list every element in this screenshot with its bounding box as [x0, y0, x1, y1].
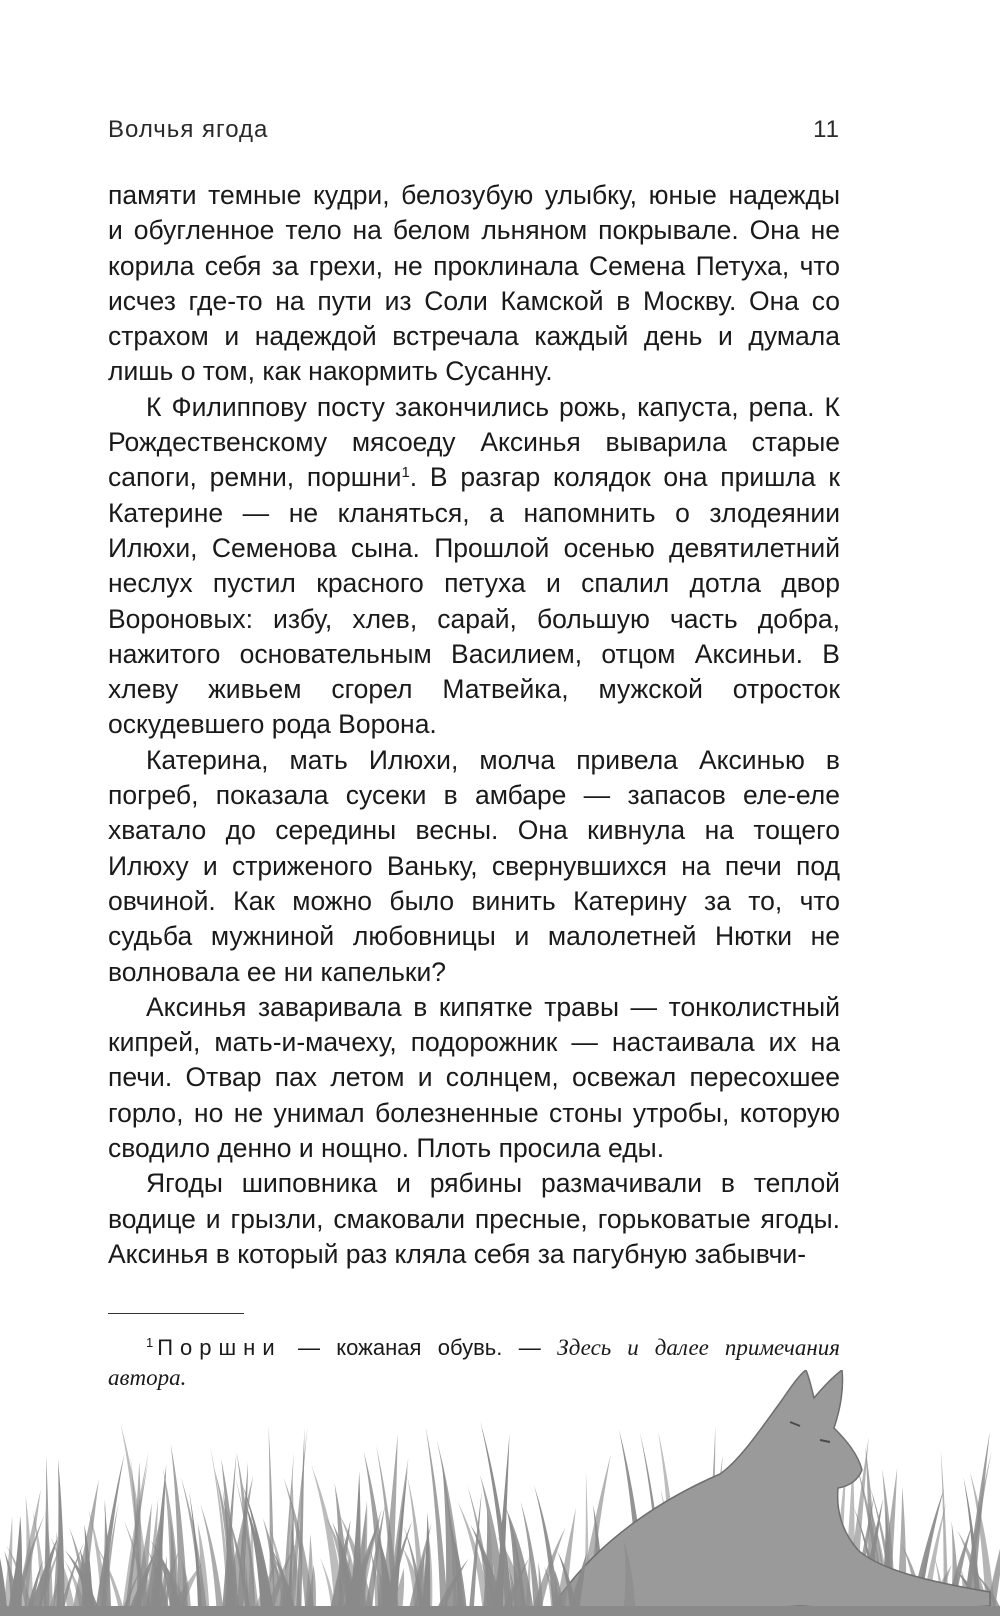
paragraph — [108, 390, 840, 743]
text-line: и обугленное тело на белом льняном покрывале. Она не — [108, 215, 840, 246]
text-line: корила себя за грехи, не проклинала Семена Петуха, что — [108, 250, 840, 281]
ground — [0, 1606, 1000, 1616]
wolf-grass-illustration — [0, 1370, 1000, 1616]
grass-blade — [103, 1501, 108, 1610]
wolf-figure — [560, 1370, 990, 1610]
grass-blade — [469, 1490, 482, 1610]
paragraph-text: . В разгар колядок она пришла к Катерине — не кланяться, а напомнить о злодеянии Илюхи, Семенова сына. Прошлой осенью девятилетний неслух пустил красного петуха и спалил дотла двор Вороновых: избу, хлев, сарай, большую часть добра, нажитого основательным Василием, отцом Аксиньи. В хлеву живьем сгорел Матвейка, мужской отросток оскудевшего рода Ворона. — [108, 462, 840, 740]
page-number: 11 — [813, 116, 840, 143]
text-line: страхом и надеждой встречала каждый день и думала — [108, 321, 840, 352]
footnote-divider — [108, 1313, 244, 1314]
paragraph-text: К Филиппову посту закончились рожь, капуста, репа. К Рождественскому мясоеду Аксинья выварила старые сапоги, ремни, поршни — [108, 391, 840, 493]
text-line: памяти темные кудри, белозубую улыбку, юные надежды — [108, 180, 840, 210]
footnote-italic: Здесь и далее примечания автора. — [108, 1335, 841, 1390]
footnote-text: — кожаная обувь. — — [281, 1335, 558, 1360]
footnote-term: Поршни — [157, 1335, 282, 1360]
text-line: лишь о том, как накормить Сусанну. — [108, 356, 553, 387]
paragraph: Катерина, мать Илюхи, молча привела Аксинью в погреб, показала сусеки в амбаре — запасов еле-еле хватало до середины весны. Она кивнула на тощего Илюху и стриженого Ваньку, свернувшихся на печи под овчиной. Как можно было винить Катерину за то, что судьба мужниной любовницы и малолетней Нютки не волновала ее ни капельки? — [108, 744, 840, 987]
paragraph-continued — [108, 178, 840, 390]
footnote-reference[interactable]: 1 — [401, 464, 410, 482]
paragraph: Ягоды шиповника и рябины размачивали в теплой водице и грызли, смаковали пресные, горьковатые ягоды. Аксинья в который раз кляла себя за пагубную забывчи- — [108, 1168, 840, 1269]
text-line: исчез где-то на пути из Соли Камской в Москву. Она со — [108, 285, 840, 316]
book-title: Волчья ягода — [108, 116, 269, 143]
running-head — [108, 116, 840, 156]
footnote-number: 1 — [146, 1335, 154, 1350]
body-text — [108, 178, 840, 1272]
paragraph: Аксинья заваривала в кипятке травы — тонколистный кипрей, мать-и-мачеху, подорожник — настаивала их на печи. Отвар пах летом и солнцем, освежал пересохшее горло, но не унимал болезненные стоны утробы, которую сводило денно и нощно. Плоть просила еды. — [108, 991, 840, 1164]
